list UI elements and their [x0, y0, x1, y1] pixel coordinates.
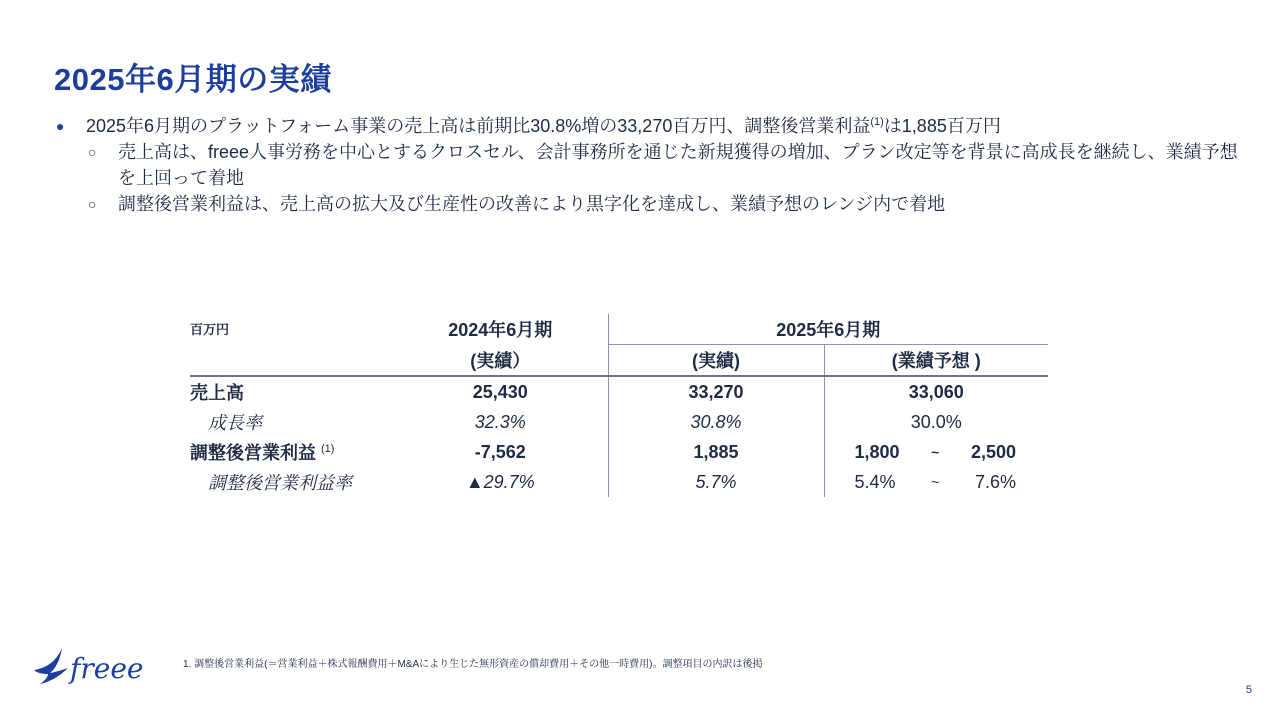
subheader-2024-actual: (実績） — [393, 345, 608, 377]
subheader-2025-forecast: (業績予想 ) — [824, 345, 1048, 377]
table-unit: 百万円 — [190, 321, 230, 337]
table-row-adj-op — [190, 437, 1048, 467]
range-tilde: ~ — [931, 444, 940, 460]
bullet-circle-icon: ○ — [88, 144, 97, 160]
row-label: 調整後営業利益率 — [208, 473, 352, 493]
cell-2025: 33,270 — [608, 376, 824, 407]
cell-2025: 5.7% — [608, 467, 824, 497]
page-title: 2025年6月期の実績 — [54, 62, 332, 97]
footnote-ref: (1) — [321, 443, 335, 455]
sub-bullet-profit — [54, 191, 1254, 217]
forecast-low: 1,800 — [854, 441, 900, 462]
results-table — [190, 314, 1048, 497]
forecast-high: 7.6% — [974, 471, 1016, 492]
table-row-revenue — [190, 376, 1048, 407]
cell-2025: 30.8% — [608, 407, 824, 437]
main-bullet-footnote-ref: (1) — [870, 116, 884, 128]
sub-bullet-text: 調整後営業利益は、売上高の拡大及び生産性の改善により黒字化を達成し、業績予想のレンジ内で着地 — [118, 194, 946, 214]
main-bullet-text-post: は1,885百万円 — [883, 116, 1001, 136]
table-header-row — [190, 314, 1048, 345]
cell-forecast-range — [824, 437, 1048, 467]
table-subheader-row — [190, 345, 1048, 377]
subheader-2025-actual: (実績) — [608, 345, 824, 377]
header-blank — [190, 345, 393, 377]
main-bullet — [54, 113, 1254, 139]
cell-forecast-range — [824, 467, 1048, 497]
bullet-dot-icon: ● — [56, 118, 65, 134]
main-bullet-text-pre: 2025年6月期のプラットフォーム事業の売上高は前期比30.8%増の33,270百万円、調整後営業利益 — [86, 116, 871, 136]
sub-bullet-text: 売上高は、freee人事労務を中心とするクロスセル、会計事務所を通じた新規獲得の増加、プラン改定等を背景に高成長を継続し、業績予想を上回って着地 — [118, 142, 1238, 188]
cell-2024: 25,430 — [472, 381, 528, 402]
page-number: 5 — [1245, 684, 1252, 696]
bullet-circle-icon: ○ — [88, 196, 97, 212]
cell-2024: ▲29.7% — [465, 471, 535, 492]
row-label: 調整後営業利益 $^{(1)}$ — [190, 443, 335, 463]
forecast-high: 2,500 — [970, 441, 1016, 462]
freee-logo — [32, 640, 164, 696]
summary-bullets — [54, 113, 1254, 217]
footnote: 1. 調整後営業利益(＝営業利益＋株式報酬費用＋M&Aにより生じた無形資産の償却費用＋その他一時費用)。調整項目の内訳は後掲 — [183, 659, 763, 670]
table-row-growth — [190, 407, 1048, 437]
forecast-low: 5.4% — [854, 471, 896, 492]
range-tilde: ~ — [931, 474, 940, 490]
cell-forecast: 30.0% — [824, 407, 1048, 437]
cell-2024: -7,562 — [474, 441, 526, 462]
cell-2024: 32.3% — [474, 411, 526, 432]
cell-2025: 1,885 — [608, 437, 824, 467]
row-label: 売上高 — [190, 383, 244, 403]
table-row-adj-margin — [190, 467, 1048, 497]
header-2025: 2025年6月期 — [608, 314, 1048, 345]
row-label: 成長率 — [208, 413, 262, 433]
sub-bullet-revenue — [54, 139, 1254, 191]
header-2024: 2024年6月期 — [448, 320, 553, 341]
cell-forecast: 33,060 — [824, 376, 1048, 407]
logo-wordmark: freee — [70, 652, 144, 685]
bird-icon — [34, 648, 68, 684]
